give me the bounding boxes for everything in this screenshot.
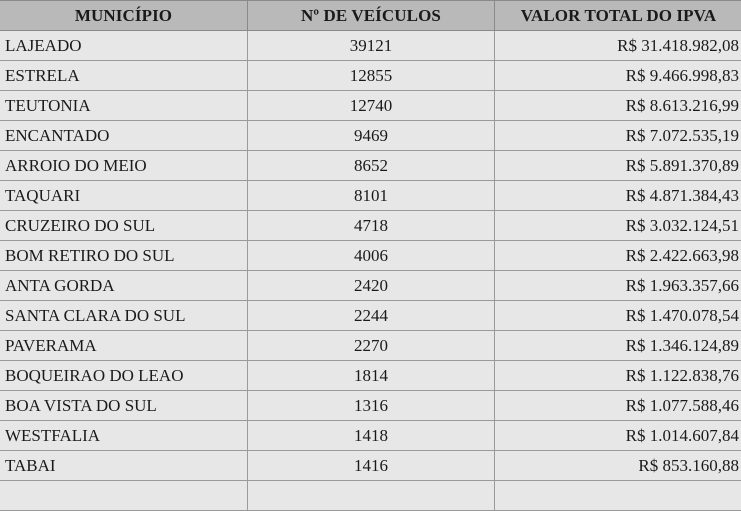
cell-municipio: BOA VISTA DO SUL — [0, 391, 248, 421]
cell-veiculos: 2244 — [248, 301, 495, 331]
table-row — [0, 31, 741, 61]
cell-municipio: TEUTONIA — [0, 91, 248, 121]
cell-municipio: BOQUEIRAO DO LEAO — [0, 361, 248, 391]
table-row — [0, 211, 741, 241]
cell-valor: R$ 31.418.982,08 — [495, 31, 741, 61]
cell-veiculos: 12855 — [248, 61, 495, 91]
cell-veiculos: 1416 — [248, 451, 495, 481]
cell-veiculos: 2420 — [248, 271, 495, 301]
cell-municipio: CRUZEIRO DO SUL — [0, 211, 248, 241]
table-row — [0, 361, 741, 391]
table-row — [0, 241, 741, 271]
table-row — [0, 151, 741, 181]
cell-valor: R$ 1.122.838,76 — [495, 361, 741, 391]
cell-municipio: SANTA CLARA DO SUL — [0, 301, 248, 331]
table-row — [0, 181, 741, 211]
cell-municipio: BOM RETIRO DO SUL — [0, 241, 248, 271]
cell-valor: R$ 4.871.384,43 — [495, 181, 741, 211]
header-municipio: MUNICÍPIO — [0, 1, 248, 31]
cell-veiculos: 8652 — [248, 151, 495, 181]
cell-municipio: PAVERAMA — [0, 331, 248, 361]
header-valor-ipva: VALOR TOTAL DO IPVA — [495, 1, 741, 31]
cell-veiculos: 1418 — [248, 421, 495, 451]
cell-veiculos: 4006 — [248, 241, 495, 271]
cell-valor: R$ 1.077.588,46 — [495, 391, 741, 421]
cell-veiculos: 1316 — [248, 391, 495, 421]
table-row — [0, 91, 741, 121]
table-row — [0, 61, 741, 91]
cell-valor: R$ 1.346.124,89 — [495, 331, 741, 361]
cell-valor: R$ 7.072.535,19 — [495, 121, 741, 151]
cell-veiculos — [248, 481, 495, 511]
cell-municipio: ENCANTADO — [0, 121, 248, 151]
table-row — [0, 121, 741, 151]
cell-valor: R$ 853.160,88 — [495, 451, 741, 481]
cell-valor — [495, 481, 741, 511]
cell-municipio: TABAI — [0, 451, 248, 481]
cell-municipio: TAQUARI — [0, 181, 248, 211]
cell-veiculos: 2270 — [248, 331, 495, 361]
cell-municipio: ARROIO DO MEIO — [0, 151, 248, 181]
cell-valor: R$ 5.891.370,89 — [495, 151, 741, 181]
cell-valor: R$ 8.613.216,99 — [495, 91, 741, 121]
cell-valor: R$ 1.014.607,84 — [495, 421, 741, 451]
cell-veiculos: 39121 — [248, 31, 495, 61]
cell-municipio: WESTFALIA — [0, 421, 248, 451]
cell-municipio: ANTA GORDA — [0, 271, 248, 301]
table-row — [0, 331, 741, 361]
cell-valor: R$ 1.963.357,66 — [495, 271, 741, 301]
table-row — [0, 271, 741, 301]
cell-municipio: ESTRELA — [0, 61, 248, 91]
table-row — [0, 451, 741, 481]
table-row — [0, 301, 741, 331]
cell-valor: R$ 9.466.998,83 — [495, 61, 741, 91]
cell-veiculos: 8101 — [248, 181, 495, 211]
cell-veiculos: 12740 — [248, 91, 495, 121]
table-row-cut-off — [0, 481, 741, 511]
table-header-row — [0, 1, 741, 31]
cell-valor: R$ 2.422.663,98 — [495, 241, 741, 271]
cell-veiculos: 9469 — [248, 121, 495, 151]
table-row — [0, 421, 741, 451]
cell-veiculos: 1814 — [248, 361, 495, 391]
cell-veiculos: 4718 — [248, 211, 495, 241]
table-row — [0, 391, 741, 421]
header-veiculos: Nº DE VEÍCULOS — [248, 1, 495, 31]
cell-municipio: LAJEADO — [0, 31, 248, 61]
cell-valor: R$ 3.032.124,51 — [495, 211, 741, 241]
cell-valor: R$ 1.470.078,54 — [495, 301, 741, 331]
cell-municipio — [0, 481, 248, 511]
